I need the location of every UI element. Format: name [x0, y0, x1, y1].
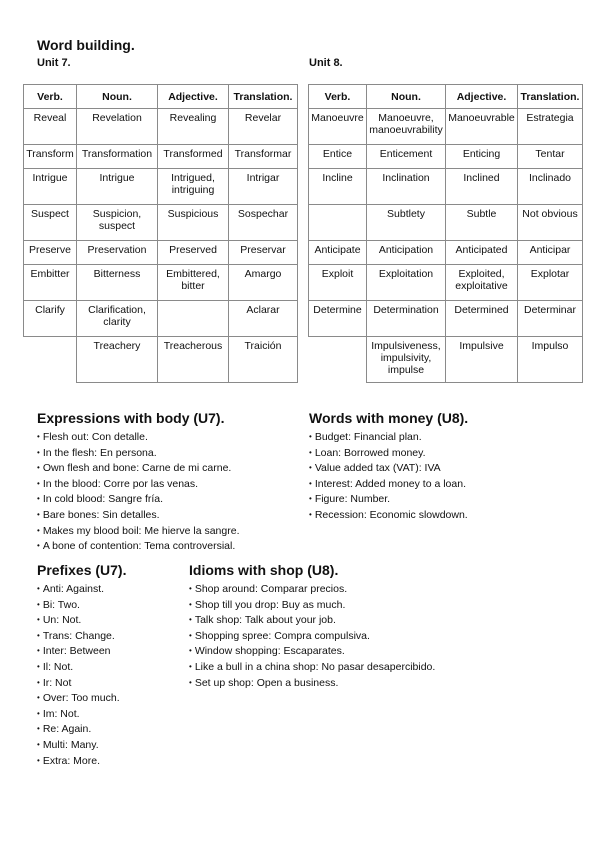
table-row: [309, 145, 583, 169]
table-cell: Amargo: [229, 265, 298, 301]
unit8-table: [308, 84, 583, 383]
table-cell: Enticing: [446, 145, 518, 169]
money-section: [309, 410, 468, 524]
table-cell: Intrigue: [24, 169, 77, 205]
unit7-label: Unit 7.: [37, 57, 71, 69]
table-cell: Preserved: [158, 241, 229, 265]
prefixes-list: [37, 582, 126, 769]
table-cell: Manoeuvre: [309, 109, 367, 145]
list-item: • Re: Again.: [37, 722, 126, 738]
table-header-row: [24, 85, 298, 109]
table-cell: Clarify: [24, 301, 77, 337]
table-row: [309, 337, 583, 383]
table-cell: Preservar: [229, 241, 298, 265]
table-cell: Subtle: [446, 205, 518, 241]
list-item: • Own flesh and bone: Carne de mi carne.: [37, 461, 240, 477]
table-row: [309, 169, 583, 205]
page-title: Word building.: [37, 37, 135, 53]
table-cell: Exploitation: [367, 265, 446, 301]
table-row: [24, 241, 298, 265]
list-item: • Loan: Borrowed money.: [309, 446, 468, 462]
list-item: • Im: Not.: [37, 707, 126, 723]
list-item: • Il: Not.: [37, 660, 126, 676]
table-row: [24, 337, 298, 383]
list-item: • In cold blood: Sangre fría.: [37, 492, 240, 508]
body-expressions-list: [37, 430, 240, 555]
table-cell: Intrigar: [229, 169, 298, 205]
table-row: [24, 145, 298, 169]
list-item: • Makes my blood boil: Me hierve la sangre.: [37, 524, 240, 540]
table-cell: Subtlety: [367, 205, 446, 241]
table-cell: [158, 301, 229, 337]
column-header: Verb.: [24, 85, 77, 109]
table-cell: Reveal: [24, 109, 77, 145]
list-item: • Budget: Financial plan.: [309, 430, 468, 446]
table-cell: Enticement: [367, 145, 446, 169]
table-cell: Transform: [24, 145, 77, 169]
table-cell: Determination: [367, 301, 446, 337]
table-cell: Embitter: [24, 265, 77, 301]
unit7-table: [23, 84, 298, 383]
prefixes-section: [37, 562, 126, 769]
table-cell: Inclinado: [518, 169, 583, 205]
table-cell: Not obvious: [518, 205, 583, 241]
table-cell: Sospechar: [229, 205, 298, 241]
table-cell: Inclined: [446, 169, 518, 205]
table-cell: Preserve: [24, 241, 77, 265]
table-row: [24, 301, 298, 337]
list-item: • Talk shop: Talk about your job.: [189, 613, 435, 629]
list-item: • Un: Not.: [37, 613, 126, 629]
table-cell: Bitterness: [77, 265, 158, 301]
table-row: [309, 205, 583, 241]
list-item: • Bi: Two.: [37, 598, 126, 614]
table-cell: Intrigue: [77, 169, 158, 205]
list-item: • Shopping spree: Compra compulsiva.: [189, 629, 435, 645]
table-cell: Exploit: [309, 265, 367, 301]
shop-section: [189, 562, 435, 691]
table-cell: Preservation: [77, 241, 158, 265]
table-cell: Tentar: [518, 145, 583, 169]
list-item: • Anti: Against.: [37, 582, 126, 598]
table-cell: Determined: [446, 301, 518, 337]
list-item: • Interest: Added money to a loan.: [309, 477, 468, 493]
table-cell: Exploited, exploitative: [446, 265, 518, 301]
list-item: • Bare bones: Sin detalles.: [37, 508, 240, 524]
list-item: • Extra: More.: [37, 754, 126, 770]
column-header: Adjective.: [446, 85, 518, 109]
list-item: • Over: Too much.: [37, 691, 126, 707]
table-cell: Inclination: [367, 169, 446, 205]
table-cell: Determine: [309, 301, 367, 337]
table-row: [24, 169, 298, 205]
money-list: [309, 430, 468, 524]
list-item: • Recession: Economic slowdown.: [309, 508, 468, 524]
list-item: • Trans: Change.: [37, 629, 126, 645]
table-row: [309, 109, 583, 145]
list-item: • Like a bull in a china shop: No pasar desapercibido.: [189, 660, 435, 676]
shop-list: [189, 582, 435, 691]
table-row: [24, 109, 298, 145]
table-cell: Embittered, bitter: [158, 265, 229, 301]
body-expressions-section: [37, 410, 240, 555]
table-cell: Anticipate: [309, 241, 367, 265]
table-cell: Treachery: [77, 337, 158, 383]
table-header-row: [309, 85, 583, 109]
prefixes-heading: Prefixes (U7).: [37, 562, 127, 578]
table-cell: Anticipated: [446, 241, 518, 265]
table-cell: Anticipation: [367, 241, 446, 265]
table-cell: Suspicion, suspect: [77, 205, 158, 241]
list-item: • Inter: Between: [37, 644, 126, 660]
list-item: • In the flesh: En persona.: [37, 446, 240, 462]
list-item: • Flesh out: Con detalle.: [37, 430, 240, 446]
list-item: • Set up shop: Open a business.: [189, 676, 435, 692]
table-row: [309, 241, 583, 265]
table-cell: Intrigued, intriguing: [158, 169, 229, 205]
table-cell: Determinar: [518, 301, 583, 337]
column-header: Adjective.: [158, 85, 229, 109]
table-cell: Entice: [309, 145, 367, 169]
table-cell: Suspect: [24, 205, 77, 241]
table-cell: Transformed: [158, 145, 229, 169]
column-header: Verb.: [309, 85, 367, 109]
unit8-label: Unit 8.: [309, 57, 343, 69]
list-item: • Multi: Many.: [37, 738, 126, 754]
table-row: [309, 265, 583, 301]
table-cell: [24, 337, 77, 383]
list-item: • Shop around: Comparar precios.: [189, 582, 435, 598]
body-expressions-heading: Expressions with body (U7).: [37, 410, 225, 426]
column-header: Noun.: [77, 85, 158, 109]
table-cell: Transformar: [229, 145, 298, 169]
list-item: • In the blood: Corre por las venas.: [37, 477, 240, 493]
table-cell: Treacherous: [158, 337, 229, 383]
list-item: • Shop till you drop: Buy as much.: [189, 598, 435, 614]
table-cell: Suspicious: [158, 205, 229, 241]
money-heading: Words with money (U8).: [309, 410, 469, 426]
table-cell: Manoeuvre, manoeuvrability: [367, 109, 446, 145]
list-item: • Window shopping: Escaparates.: [189, 644, 435, 660]
table-cell: Incline: [309, 169, 367, 205]
table-cell: Revelation: [77, 109, 158, 145]
table-cell: Revelar: [229, 109, 298, 145]
list-item: • Value added tax (VAT): IVA: [309, 461, 468, 477]
table-cell: Explotar: [518, 265, 583, 301]
table-cell: [309, 205, 367, 241]
table-cell: Impulsive: [446, 337, 518, 383]
table-row: [24, 205, 298, 241]
list-item: • Ir: Not: [37, 676, 126, 692]
table-row: [24, 265, 298, 301]
table-cell: Aclarar: [229, 301, 298, 337]
table-cell: Anticipar: [518, 241, 583, 265]
table-cell: Estrategia: [518, 109, 583, 145]
table-cell: Traición: [229, 337, 298, 383]
table-cell: Transformation: [77, 145, 158, 169]
table-cell: Revealing: [158, 109, 229, 145]
table-row: [309, 301, 583, 337]
list-item: • Figure: Number.: [309, 492, 468, 508]
shop-heading: Idioms with shop (U8).: [189, 562, 339, 578]
table-cell: [309, 337, 367, 383]
table-cell: Manoeuvrable: [446, 109, 518, 145]
column-header: Translation.: [518, 85, 583, 109]
table-cell: Impulso: [518, 337, 583, 383]
table-cell: Clarification, clarity: [77, 301, 158, 337]
column-header: Translation.: [229, 85, 298, 109]
table-cell: Impulsiveness, impulsivity, impulse: [367, 337, 446, 383]
list-item: • A bone of contention: Tema controversial.: [37, 539, 240, 555]
column-header: Noun.: [367, 85, 446, 109]
